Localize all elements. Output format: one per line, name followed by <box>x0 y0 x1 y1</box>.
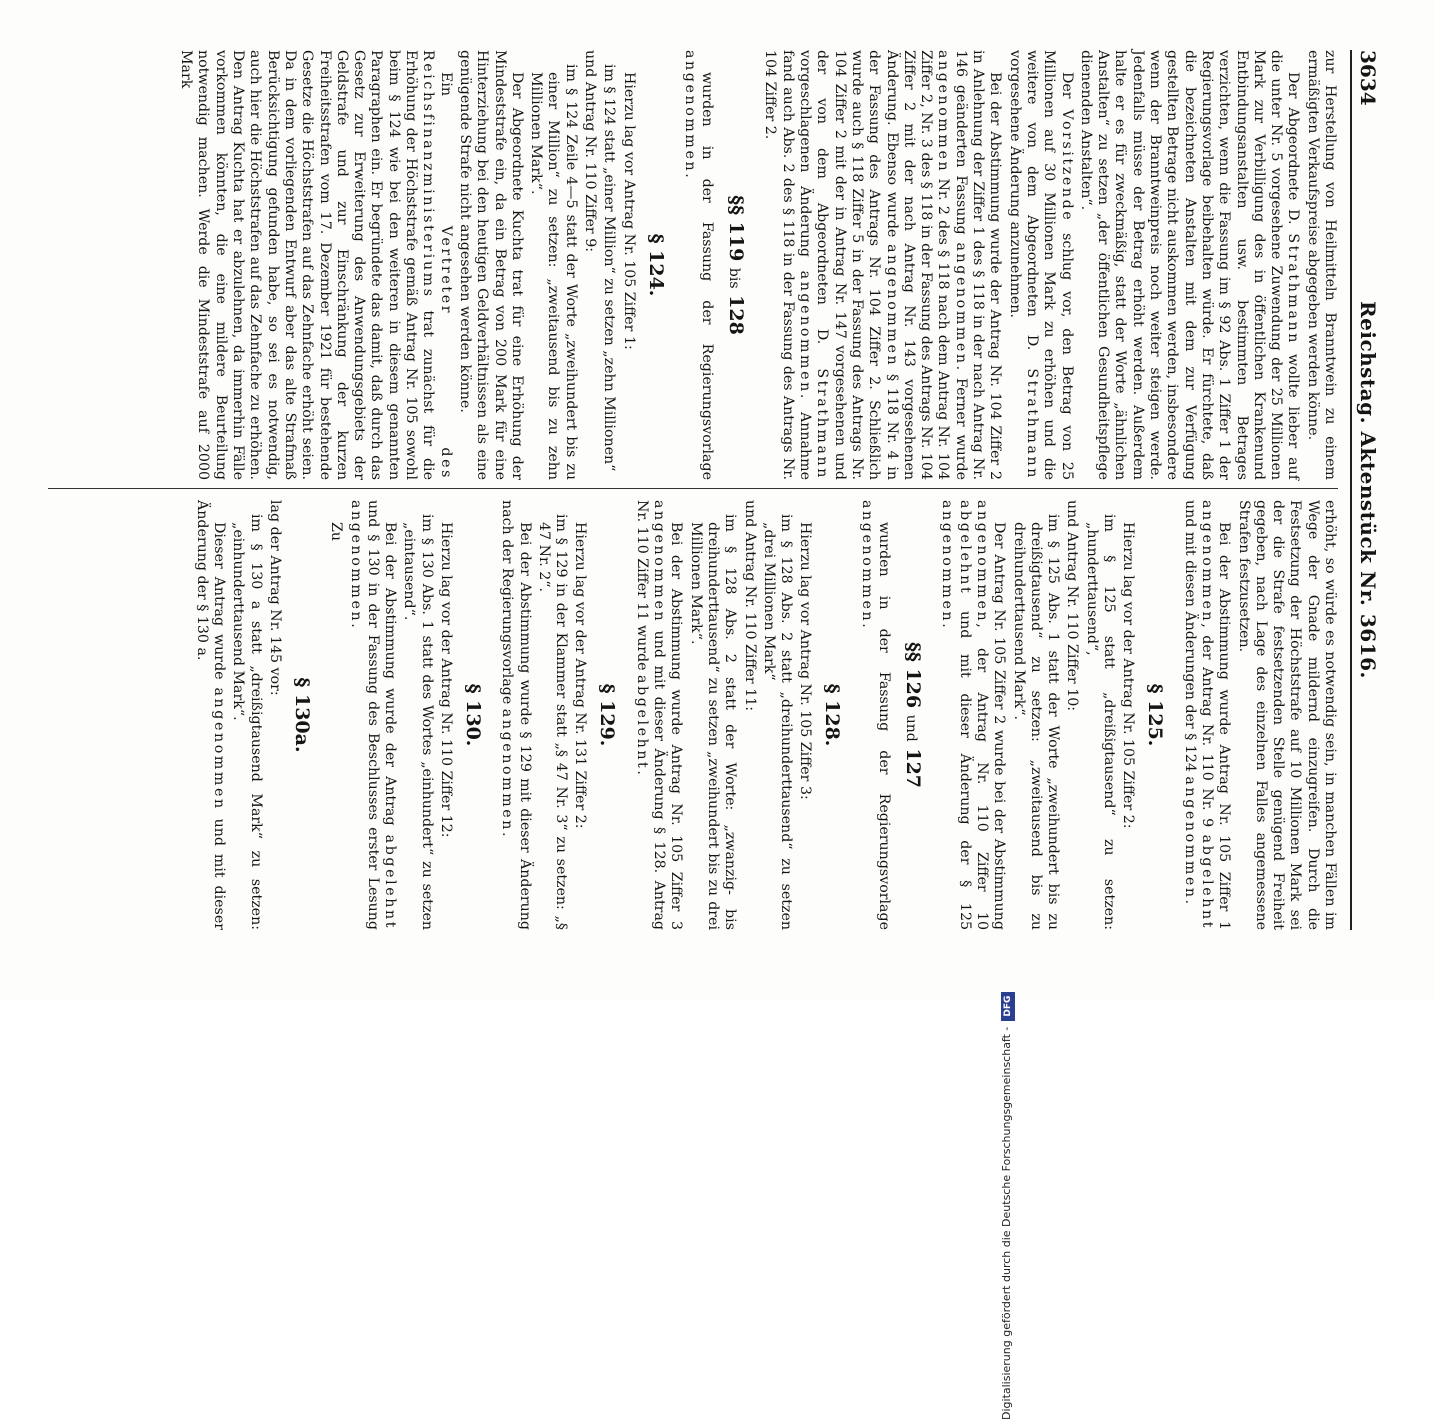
section-heading: § 130. <box>462 683 485 747</box>
paragraph: Der Antrag Nr. 105 Ziffer 2 wurde bei der Abstimmung angenommen, der Antrag Nr. 110 Ziffer 10 abgelehnt und mit dieser Änderung der § 125 angenommen. <box>939 500 1008 930</box>
paragraph: Der Abgeordnete D. Strathmann wollte lieber auf die unter Nr. 5 vorgesehene Zuwendung der 25 Millionen Mark zur Verbilligung des in öffentlichen Krankenund Entbindungsanstalten usw. bestimmten Betrages verzichten, wenn die Fassung im § 92 Abs. 1 Ziffer 1 der Regierungsvorlage beibehalten würde. Er fürchtete, daß die bezeichneten Anstalten mit dem zur Verfügung gestellten Betrage nicht auskommen werden, insbesondere wenn der Branntweinpreis noch weiter steigen werde. Jedenfalls müsse der Betrag erhöht werden. Außerdem halte er es für zweckmäßig, statt der Worte „ähnlichen Anstalten“ zu setzen „der öffentlichen Gesundheitspflege dienenden Anstalten“. <box>1077 50 1302 480</box>
paragraph: und Antrag Nr. 110 Ziffer 10: <box>1064 500 1081 712</box>
paragraph: wurden in der Fassung der Regierungsvorlage angenommen. <box>858 500 893 930</box>
paragraph: Ein Vertreter des Reichsfinanzministeriums trat zunächst für die Erhöhung der Höchststrafe gemäß Antrag Nr. 105 sowohl beim § 124 wie bei den weiteren in diesem genannten Paragraphen ein. Er begründete das damit, daß durch das Gesetz zur Erweiterung des Anwendungsgebiets der Geldstrafe und zur Einschränkung der kurzen Freiheitsstrafen vom 17. Dezember 1921 für bestehende Gesetze die Höchststrafen auf das Zehnfache erhöht seien. Da in dem vorliegenden Entwurf aber das alte Strafmaß Berücksichtigung gefunden habe, so sei es notwendig, auch hier die Höchststrafen auf das Zehnfache zu erhöhen. Den Antrag Kuchta hat er abzulehnen, da immerhin Fälle vorkommen könnten, die eine mildere Beurteilung notwendig machen. Werde die Mindeststrafe auf 2000 Mark <box>178 50 454 480</box>
paragraph: Bei der Abstimmung wurde der Antrag Nr. 104 Ziffer 2 in Anlehnung der Ziffer 1 des § 118 in der nach Antrag Nr. 146 geänderten Fassung angenommen. Ferner wurde angenommen Nr. 2 des § 118 nach dem Antrag Nr. 104 Ziffer 2, Nr. 3 des § 118 in der Fassung des Antrags Nr. 104 Ziffer 2 mit der nach Antrag Nr. 143 vorgesehenen Änderung. Ebenso wurde angenommen § 118 Nr. 4 in der Fassung des Antrags Nr. 104 Ziffer 2. Schließlich wurde auch § 118 Ziffer 5 in der Fassung des Antrags Nr. 104 Ziffer 2 mit der in Antrag Nr. 147 vorgesehenen und der von dem Abgeordneten D. Strathmann vorgeschlagenen Änderung angenommen. Annahme fand auch Abs. 2 des § 118 in der Fassung des Antrags Nr. 104 Ziffer 2. <box>762 50 1004 481</box>
paragraph: Hierzu lag vor Antrag Nr. 105 Ziffer 3: <box>797 522 814 800</box>
section-heading: § 128. <box>821 683 844 747</box>
paragraph: Dieser Antrag wurde angenommen und mit dieser Änderung der § 130 a. <box>193 500 228 930</box>
paragraph: Hierzu lag vor Antrag Nr. 105 Ziffer 1: <box>620 72 637 350</box>
paragraph: Hierzu lag vor der Antrag Nr. 110 Ziffer 12: <box>438 522 455 838</box>
section-heading: §§ 119 bis 128 <box>725 195 748 335</box>
quoted-amendment: im § 128 Abs. 2 statt „dreihunderttausend“ zu setzen „drei Millionen Mark“ <box>760 514 795 930</box>
paragraph: Hierzu lag vor der Antrag Nr. 131 Ziffer 2: <box>572 522 589 829</box>
page-header <box>1350 50 1384 930</box>
left-column <box>175 50 1338 480</box>
quoted-amendment: im § 125 statt „dreißigtausend“ zu setzen: „hunderttausend“, <box>1083 514 1118 930</box>
paragraph: zur Herstellung von Heilmitteln Branntwein zu einem ermäßigten Verkaufspreise abgegeben werden könne. <box>1304 50 1338 480</box>
right-column <box>190 500 1338 930</box>
paragraph: erhöht, so würde es notwendig sein, in manchen Fällen im Wege der Gnade mildernd einzugreifen. Durch die Festsetzung der Höchststrafe auf 10 Millionen Mark sei der die Strafe festsetzenden Stelle genügend Freiheit gegeben, nach Lage des einzelnen Falles angemessene Strafen festzusetzen. <box>1235 500 1338 930</box>
paragraph: und Antrag Nr. 110 Ziffer 9: <box>582 50 599 252</box>
paragraph: lag der Antrag Nr. 145 vor: <box>266 500 283 696</box>
quoted-amendment: im § 125 Abs. 1 statt der Worte „zweihundert bis zu dreißigtausend“ zu setzen: „zweitausend bis zu dreihunderttausend Mark“. <box>1010 514 1062 930</box>
running-title: Reichstag. Aktenstück Nr. 3616. <box>1356 301 1380 679</box>
paragraph: Bei der Abstimmung wurde der Antrag abgelehnt und § 130 in der Fassung des Beschlusses erster Lesung angenommen. <box>347 500 399 930</box>
quoted-amendment: im § 130 a statt „dreißigtausend Mark“ zu setzen: „einhunderttausend Mark“. <box>230 514 264 930</box>
section-heading: § 124. <box>644 233 667 297</box>
quoted-amendment: im § 130 Abs. 1 statt des Wortes „einhundert“ zu setzen „eintausend“. <box>401 514 435 930</box>
section-heading: §§ 126 und 127 <box>902 641 925 789</box>
paragraph: Bei der Abstimmung wurde Antrag Nr. 105 Ziffer 1 angenommen, der Antrag Nr. 110 Nr. 9 abgelehnt und mit diesen Änderungen der § 124 angenommen. <box>1181 500 1233 930</box>
paragraph: Zu <box>328 522 345 541</box>
credit-text: Digitalisierung gefördert durch die Deutsche Forschungsgemeinschaft - <box>1000 1026 1013 1420</box>
page-number: 3634 <box>1356 50 1380 106</box>
quoted-amendment: im § 129 in der Klammer statt „§ 47 Nr. 3“ zu setzen: „§ 47 Nr. 2“. <box>535 514 570 930</box>
paragraph: Hierzu lag vor der Antrag Nr. 105 Ziffer 2: <box>1120 522 1137 829</box>
paragraph: wurden in der Fassung der Regierungsvorlage angenommen. <box>681 50 716 480</box>
quoted-amendment: im § 124 statt „einer Million“ zu setzen „zehn Millionen“ <box>601 64 618 472</box>
paragraph: Der Vorsitzende schlug vor, den Betrag von 25 Millionen auf 30 Millionen Mark zu erhöhen und die weitere von dem Abgeordneten D. Strathmann vorgesehene Änderung anzunehmen. <box>1006 50 1075 480</box>
column-divider <box>48 488 1338 489</box>
quoted-amendment: im § 128 Abs. 2 statt der Worte: „zwanzig- bis dreihunderttausend“ zu setzen „zweihundert bis zu drei Millionen Mark“. <box>687 514 739 930</box>
paragraph: Der Abgeordnete Kuchta trat für eine Erhöhung der Mindeststrafe ein, da ein Betrag von 200 Mark für eine Hinterziehung bei den heutigen Geldverhältnissen als eine genügende Strafe nicht angesehen werden könne. <box>456 50 525 480</box>
paragraph: und Antrag Nr. 110 Ziffer 11: <box>741 500 758 712</box>
section-heading: § 129. <box>596 683 619 747</box>
quoted-amendment: im § 124 Zeile 4—5 statt der Worte „zweihundert bis zu einer Million“ zu setzen: „zweitausend bis zu zehn Millionen Mark“. <box>528 64 579 480</box>
paragraph: Bei der Abstimmung wurde § 129 mit dieser Änderung nach der Regierungsvorlage angenommen. <box>499 500 533 930</box>
dfg-logo: DFG <box>1001 992 1015 1021</box>
digitization-credit <box>1000 992 1015 1420</box>
section-heading: § 125. <box>1144 683 1167 747</box>
paragraph: Bei der Abstimmung wurde Antrag Nr. 105 Ziffer 3 angenommen und mit dieser Änderung § 128. Antrag Nr. 110 Ziffer 11 wurde abgelehnt. <box>633 500 685 930</box>
section-heading: § 130a. <box>290 677 313 753</box>
